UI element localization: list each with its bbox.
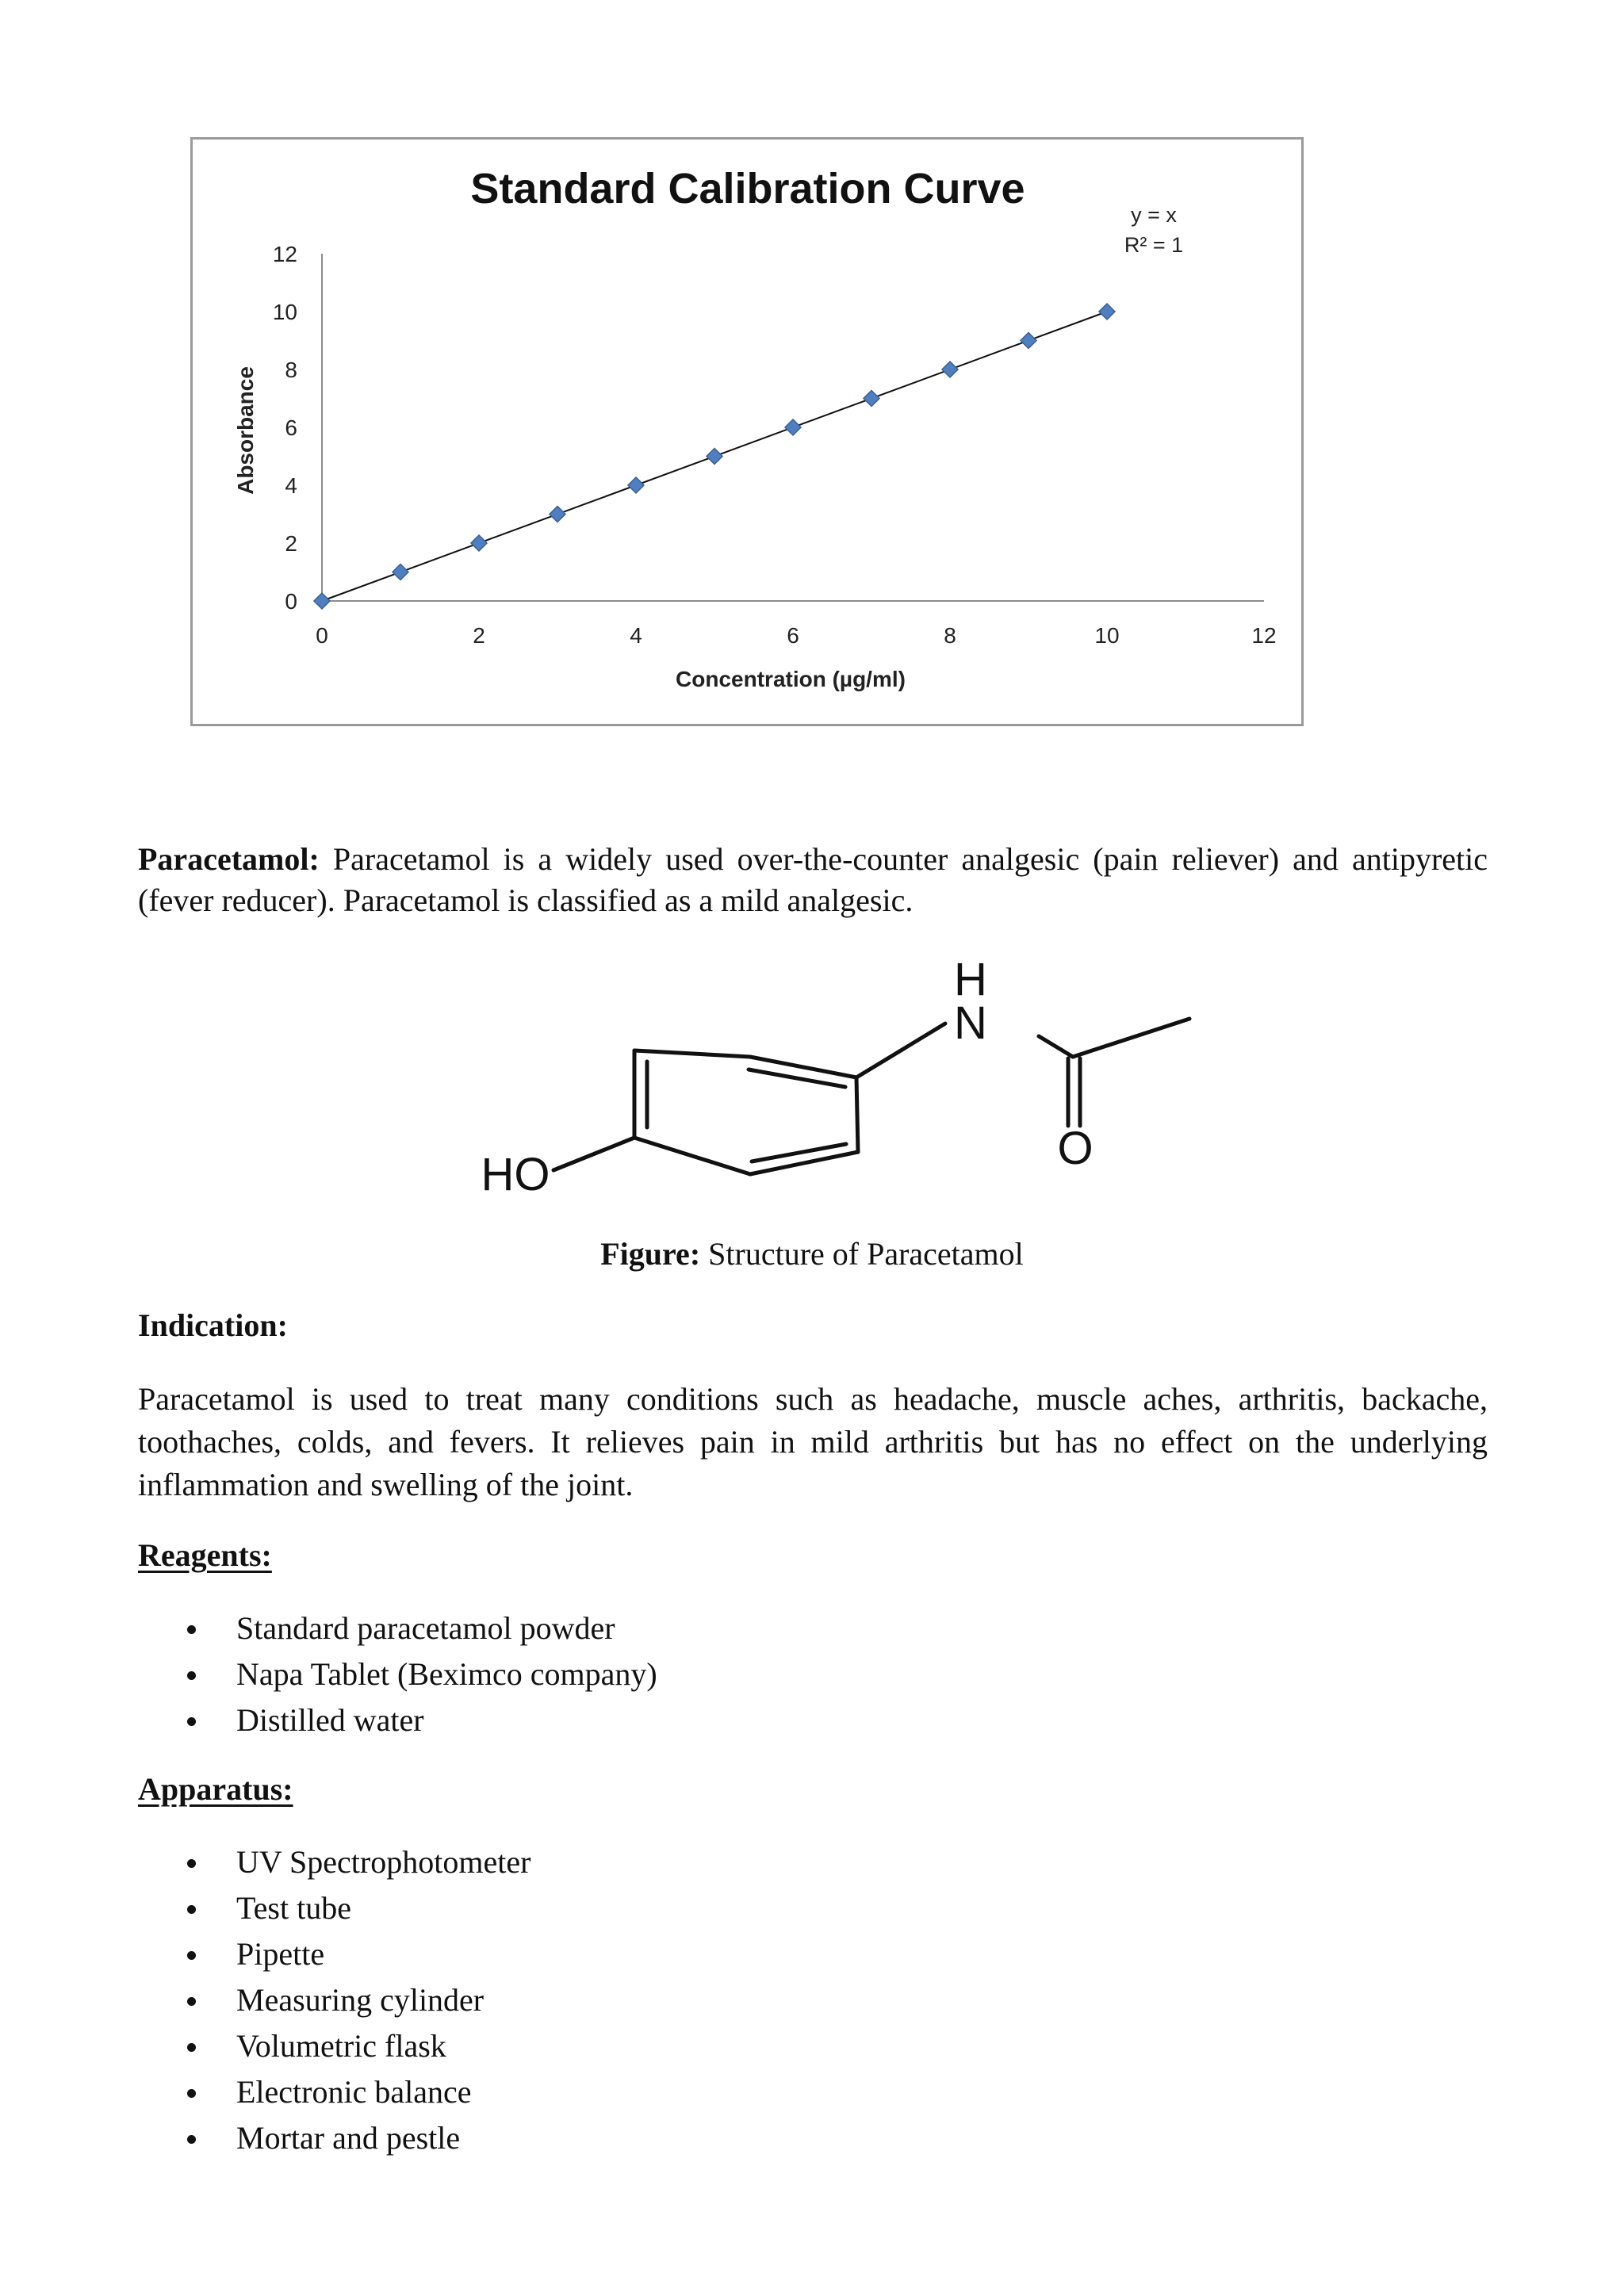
y-tick-label: 6 — [285, 415, 297, 440]
atom-ho: HO — [481, 1149, 550, 1200]
data-point — [864, 391, 879, 407]
list-item: Mortar and pestle — [187, 2115, 530, 2161]
indication-heading: Indication: — [138, 1307, 288, 1343]
bond — [1073, 1019, 1189, 1057]
paracetamol-structure — [420, 947, 1213, 1217]
x-tick-label: 12 — [1251, 623, 1277, 648]
bond — [856, 1077, 858, 1152]
x-tick-label: 8 — [944, 623, 956, 648]
y-tick-label: 2 — [285, 531, 297, 556]
apparatus-heading: Apparatus: — [138, 1771, 293, 1807]
x-tick-label: 0 — [316, 623, 328, 648]
list-item: Napa Tablet (Beximco company) — [187, 1651, 657, 1697]
atom-o: O — [1057, 1123, 1094, 1174]
list-item: Measuring cylinder — [187, 1977, 530, 2023]
y-tick-label: 0 — [285, 589, 297, 614]
bond — [553, 1138, 634, 1170]
bond — [1039, 1036, 1073, 1057]
y-tick-label: 4 — [285, 473, 297, 498]
x-tick-label: 6 — [787, 623, 799, 648]
reagents-heading: Reagents: — [138, 1537, 272, 1573]
data-point — [1099, 304, 1115, 320]
list-item: Standard paracetamol powder — [187, 1605, 657, 1651]
list-item: Volumetric flask — [187, 2023, 530, 2069]
data-point — [628, 477, 644, 493]
list-item: Distilled water — [187, 1697, 657, 1743]
apparatus-list — [187, 1839, 530, 2161]
atom-n: N — [954, 997, 987, 1049]
atom-h: H — [954, 954, 987, 1005]
data-point — [1021, 333, 1036, 349]
figure-caption — [0, 1235, 1624, 1272]
x-tick-label: 10 — [1094, 623, 1120, 648]
data-point — [393, 564, 408, 580]
data-point — [314, 593, 330, 609]
reagents-list — [187, 1605, 657, 1743]
chart-plot-area — [273, 242, 1277, 648]
chart-svg — [193, 140, 1306, 729]
list-item: Pipette — [187, 1931, 530, 1977]
indication-paragraph: Paracetamol is used to treat many conditions such as headache, muscle aches, arthritis, backache, toothaches, colds, and fevers. It relieves pain in mild arthritis but has no effect on the underlying inflammation and swelling of the joint. — [138, 1381, 1488, 1502]
y-tick-label: 10 — [272, 300, 297, 324]
x-axis-label: Concentration (µg/ml) — [676, 667, 906, 691]
y-tick-label: 8 — [285, 358, 297, 382]
bond — [856, 1024, 945, 1077]
intro-term: Paracetamol: — [138, 841, 320, 877]
intro-text: Paracetamol is a widely used over-the-counter analgesic (pain reliever) and antipyretic (fever reducer). Paracetamol is classified as a mild analgesic. — [138, 841, 1488, 918]
list-item: Test tube — [187, 1885, 530, 1931]
list-item: Electronic balance — [187, 2069, 530, 2115]
data-point — [942, 362, 958, 377]
intro-paragraph — [138, 839, 1488, 921]
chart-title: Standard Calibration Curve — [470, 165, 1025, 212]
data-point — [785, 419, 801, 435]
bond — [634, 1138, 750, 1174]
data-point — [471, 535, 487, 551]
trendline-r2: R² = 1 — [1124, 233, 1184, 257]
x-tick-label: 2 — [473, 623, 485, 648]
list-item: UV Spectrophotometer — [187, 1839, 530, 1885]
calibration-chart — [190, 137, 1304, 726]
caption-label: Figure: — [600, 1236, 701, 1272]
y-axis-label: Absorbance — [233, 366, 258, 495]
bond — [634, 1050, 750, 1057]
caption-text: Structure of Paracetamol — [708, 1236, 1024, 1272]
data-point — [550, 507, 565, 522]
y-tick-label: 12 — [272, 242, 297, 266]
trendline-equation: y = x — [1131, 203, 1177, 227]
x-tick-label: 4 — [630, 623, 642, 648]
bond — [750, 1152, 858, 1174]
data-point — [707, 449, 722, 465]
